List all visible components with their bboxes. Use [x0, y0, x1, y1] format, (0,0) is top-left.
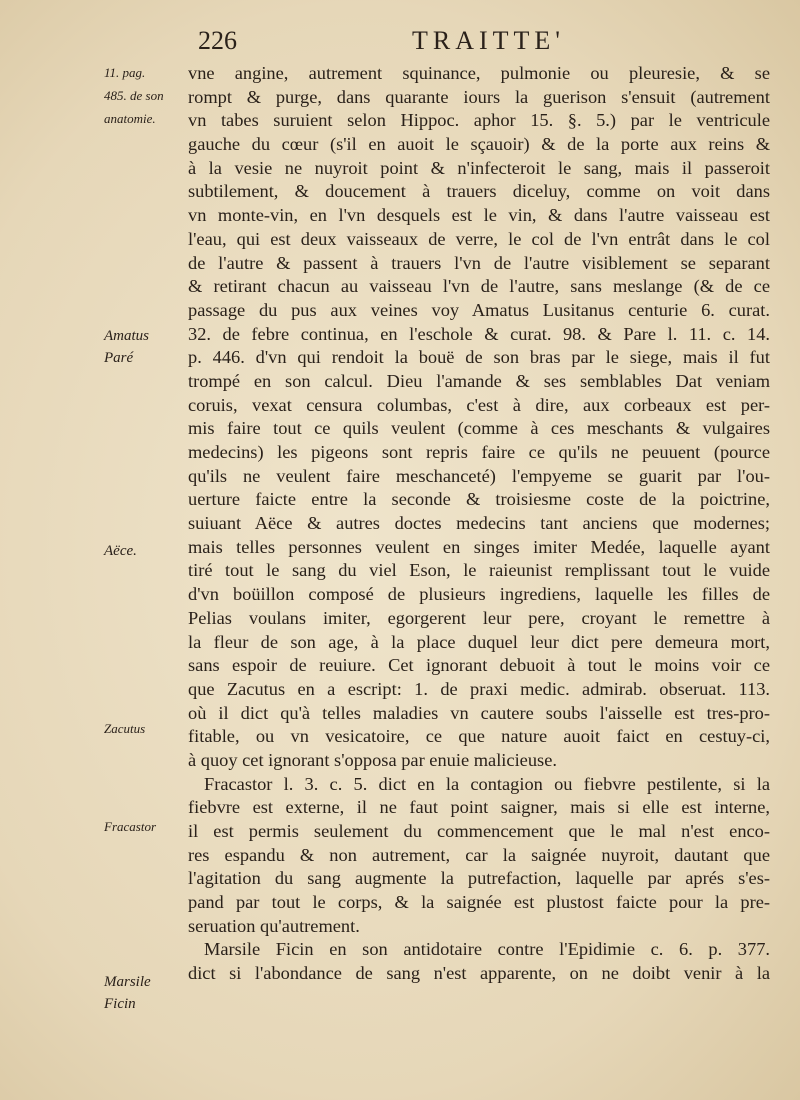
text-line: 32. de febre continua, en l'eschole & curat. 98. & Pare l. 11. c. 14.: [188, 323, 770, 344]
text-line: Fracastor l. 3. c. 5. dict en la contagion ou fiebvre pestilente, si la: [204, 773, 770, 794]
margin-note: Fracastor: [104, 819, 156, 834]
margin-note: Amatus: [104, 328, 149, 344]
margin-note: Marsile: [104, 974, 151, 990]
text-line: Marsile Ficin en son antidotaire contre l'Epidimie c. 6. p. 377.: [204, 939, 770, 960]
text-line: où il dict qu'à telles maladies vn cautere soubs l'aisselle est tres-pro-: [188, 702, 770, 723]
margin-note: Paré: [104, 350, 134, 366]
text-line: gauche du cœur (s'il en auoit le sçauoir) & de la porte aux reins &: [188, 134, 770, 155]
running-title: TRAITTE': [412, 26, 565, 55]
text-line: qu'ils ne veulent faire meschanceté) l'empyeme se guarit par l'ou-: [188, 465, 770, 486]
text-line: uerture faicte entre la seconde & troisiesme coste de la poictrine,: [188, 489, 770, 510]
text-line: subtilement, & doucement à trauers diceluy, comme on voit dans: [188, 181, 770, 202]
main-text: [188, 62, 770, 986]
text-line: tiré tout le sang du viel Eson, le raieunist remplissant tout le vuide: [188, 560, 770, 581]
text-line: & retirant chacun au vaisseau l'vn de l'autre, sans meslange (& de ce: [188, 276, 770, 297]
text-line: l'agitation du sang augmente la putrefaction, laquelle par aprés s'es-: [188, 868, 770, 889]
text-line: medecins) les pigeons sont repris faire ce qu'ils ne peuuent (pource: [188, 442, 770, 462]
text-line: Pelias voulans imiter, egorgerent leur pere, croyant le remettre à: [188, 607, 770, 628]
text-line: mais telles personnes veulent en singes imiter Medée, laquelle ayant: [188, 536, 770, 557]
text-line: pand par tout le corps, & la saignée est plustost faicte pour la pre-: [188, 892, 770, 913]
text-line: vn tabes suruient selon Hippoc. aphor 15. §. 5.) par le ventricule: [188, 110, 770, 131]
text-line: res espandu & non autrement, car la saignée nuyroit, dautant que: [188, 844, 770, 865]
text-line: sans espoir de reuiure. Cet ignorant debuoit à tout le moins voir ce: [188, 655, 770, 676]
page-header: [0, 18, 800, 58]
text-line: à quoy cet ignorant s'opposa par enuie malicieuse.: [188, 749, 557, 770]
margin-note: Ficin: [104, 996, 136, 1012]
text-line: coruis, vexat censura columbas, c'est à dire, aux corbeaux est per-: [188, 394, 770, 415]
text-line: dict si l'abondance de sang n'est apparente, on ne doibt venir à la: [188, 963, 770, 984]
text-line: la fleur de son age, à la place duquel leur dict pere demeura mort,: [188, 631, 770, 652]
text-line: vne angine, autrement squinance, pulmonie ou pleuresie, & se: [188, 63, 770, 83]
text-line: passage du pus aux veines voy Amatus Lusitanus centurie 6. curat.: [188, 299, 770, 320]
text-line: que Zacutus en a escript: 1. de praxi medic. admirab. obseruat. 113.: [188, 678, 770, 699]
text-line: fitable, ou vn vesicatoire, ce que nature auoit faict en cestuy-ci,: [188, 726, 770, 747]
margin-note: Zacutus: [104, 721, 146, 736]
text-line: fiebvre est externe, il ne faut point saigner, mais si elle est interne,: [188, 797, 770, 818]
text-line: suiuant Aëce & autres doctes medecins tant anciens que modernes;: [188, 513, 770, 534]
text-line: il est permis seulement du commencement que le mal n'est enco-: [188, 821, 770, 841]
text-line: de l'autre & passent à trauers l'vn de l'autre visiblement se separant: [188, 252, 770, 273]
text-line: l'eau, qui est deux vaisseaux de verre, le col de l'vn entrât dans le col: [188, 228, 770, 249]
text-line: à la vesie ne nuyroit point & n'infecteroit le sang, mais il passeroit: [188, 157, 770, 178]
text-line: d'vn boüillon composé de plusieurs ingrediens, laquelle les filles de: [188, 584, 770, 605]
page-number: 226: [198, 26, 237, 55]
margin-note: 11. pag.: [104, 65, 146, 80]
text-line: seruation qu'autrement.: [188, 915, 360, 936]
margin-note: 485. de son: [104, 88, 164, 103]
text-line: p. 446. d'vn qui rendoit la bouë de son bras par le siege, mais il fut: [188, 347, 770, 368]
text-line: vn monte-vin, en l'vn desquels est le vin, & dans l'autre vaisseau est: [188, 205, 770, 226]
margin-note: anatomie.: [104, 111, 156, 126]
text-line: trompé en son calcul. Dieu l'amande & ses semblables Dat veniam: [188, 370, 770, 391]
margin-note: Aëce.: [104, 543, 137, 559]
text-line: mis faire tout ce quils veulent (comme à ces meschants & vulgaires: [188, 418, 770, 439]
text-line: rompt & purge, dans quarante iours la guerison s'ensuit (autrement: [188, 86, 770, 107]
